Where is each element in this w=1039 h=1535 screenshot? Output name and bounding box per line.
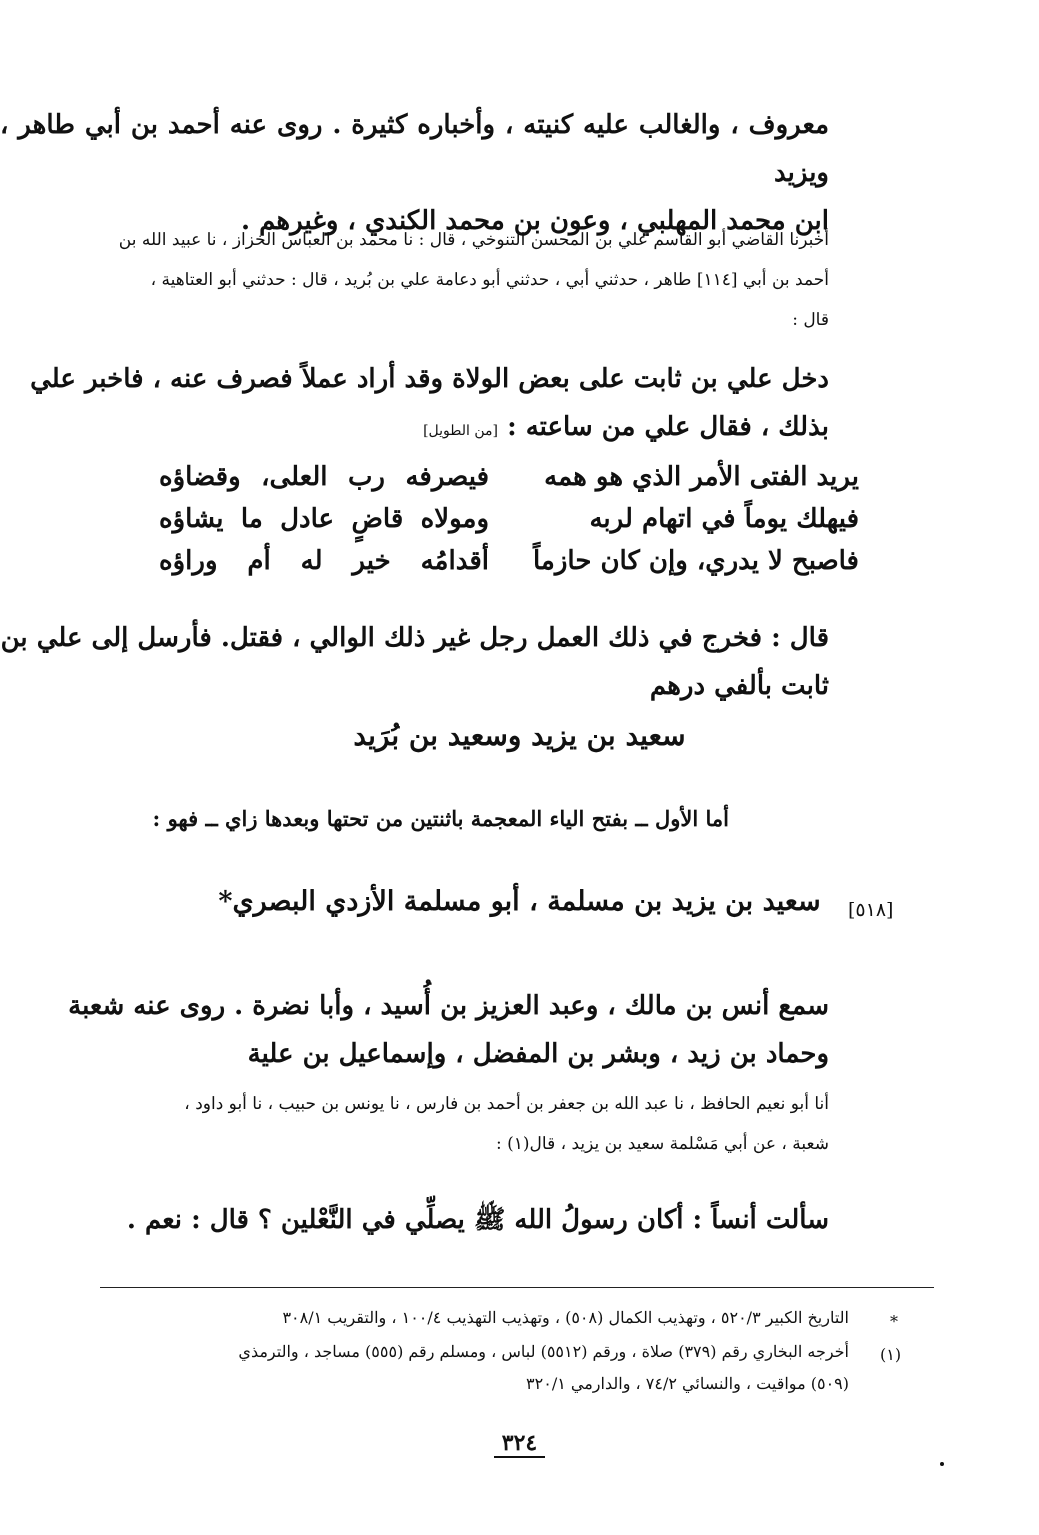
text-line: (٥٠٩) مواقيت ، والنسائي ٧٤/٢ ، والدارمي ٣٢٠/١ xyxy=(526,1374,849,1393)
paragraph-outcome xyxy=(1,614,829,710)
text-line: ابن محمد المهلبي ، وعون بن محمد الكندي ، وغيرهم . xyxy=(241,206,829,236)
isnad-chain xyxy=(119,220,829,340)
verse-left-hemistich: ومولاه قاضٍ عادل ما يشاؤه xyxy=(159,504,489,534)
text-line: أخرجه البخاري رقم (٣٧٩) صلاة ، ورقم (٥٥١٢) لباس ، ومسلم رقم (٥٥٥) مساجد ، والترمذي xyxy=(238,1342,849,1361)
isnad-chain-2 xyxy=(184,1084,829,1164)
text-line xyxy=(30,403,829,455)
text-line: معروف ، والغالب عليه كنيته ، وأخباره كثيرة . روى عنه أحمد بن أبي طاهر ، ويزيد xyxy=(0,110,829,188)
poem-verse xyxy=(159,462,859,502)
text-line: قال : xyxy=(792,310,829,330)
text-line: أحمد بن أبي [١١٤] طاهر ، حدثني أبي ، حدثني أبو دعامة علي بن بُريد ، قال : حدثني أبو العتاهية ، xyxy=(150,270,829,290)
verse-left-hemistich: فيصرفه رب العلى، وقضاؤه xyxy=(159,462,489,492)
text-line: سمع أنس بن مالك ، وعبد العزيز بن أُسيد ، وأبا نضرة . روى عنه شعبة xyxy=(68,991,829,1021)
scan-speck xyxy=(940,1462,944,1466)
section-title: سعيد بن يزيد وسعيد بن بُرَيد xyxy=(353,719,686,752)
verse-right-hemistich: فاصبح لا يدري، وإن كان حازماً xyxy=(533,546,859,576)
text-line: أخبرنا القاضي أبو القاسم علي بن المحسن التنوخي ، قال : نا محمد بن العباس الخزاز ، نا عبيد الله بن xyxy=(118,230,829,250)
entry-number: [٥١٨] xyxy=(848,899,894,921)
text-line: أنا أبو نعيم الحافظ ، نا عبد الله بن جعفر بن أحمد بن فارس ، نا يونس بن حبيب ، نا أبو داود ، xyxy=(184,1094,829,1114)
text-line: قال : فخرج في ذلك العمل رجل غير ذلك الوالي ، فقتل. فأرسل إلى علي بن xyxy=(0,623,829,653)
text-line: شعبة ، عن أبي مَسْلمة سعيد بن يزيد ، قال(١) : xyxy=(496,1134,829,1154)
footnote-star: التاريخ الكبير ٥٢٠/٣ ، وتهذيب الكمال (٥٠٨) ، وتهذيب التهذيب ١٠٠/٤ ، والتقريب ٣٠٨/١ xyxy=(282,1308,849,1327)
verse-right-hemistich: يريد الفتى الأمر الذي هو همه xyxy=(544,462,859,492)
poem-verse xyxy=(159,504,859,544)
footnote-one-mark: (١) xyxy=(880,1345,902,1364)
footnote-star-mark: * xyxy=(890,1312,898,1331)
text-line: دخل علي بن ثابت على بعض الولاة وقد أراد عملاً فصرف عنه ، فاخبر علي xyxy=(30,364,829,394)
hadith-text: سألت أنساً : أكان رسولُ الله ﷺ يصلِّي في النَّعْلين ؟ قال : نعم . xyxy=(126,1205,829,1235)
paragraph-story xyxy=(30,355,829,455)
meter-label: [من الطويل] xyxy=(423,423,498,439)
text-line: وحماد بن زيد ، وبشر بن المفضل ، وإسماعيل بن علية xyxy=(247,1039,829,1069)
text-segment: بذلك ، فقال علي من ساعته : xyxy=(507,412,829,442)
verse-left-hemistich: أقدامُه خير له أم وراؤه xyxy=(159,546,489,576)
footnote-one xyxy=(238,1336,849,1400)
entry-name: سعيد بن يزيد بن مسلمة ، أبو مسلمة الأزدي البصري* xyxy=(218,886,821,917)
section-subtitle: أما الأول ــ بفتح الياء المعجمة باثنتين من تحتها وبعدها زاي ــ فهو : xyxy=(152,806,729,831)
footnote-divider xyxy=(100,1287,934,1288)
paragraph-biography xyxy=(68,982,829,1078)
text-line: ثابت بألفي درهم xyxy=(649,671,829,701)
page-number xyxy=(0,1430,1039,1456)
verse-right-hemistich: فيهلك يوماً في اتهام لربه xyxy=(589,504,859,534)
poem-verse xyxy=(159,546,859,586)
page-number-text: ٣٢٤ xyxy=(494,1430,545,1458)
